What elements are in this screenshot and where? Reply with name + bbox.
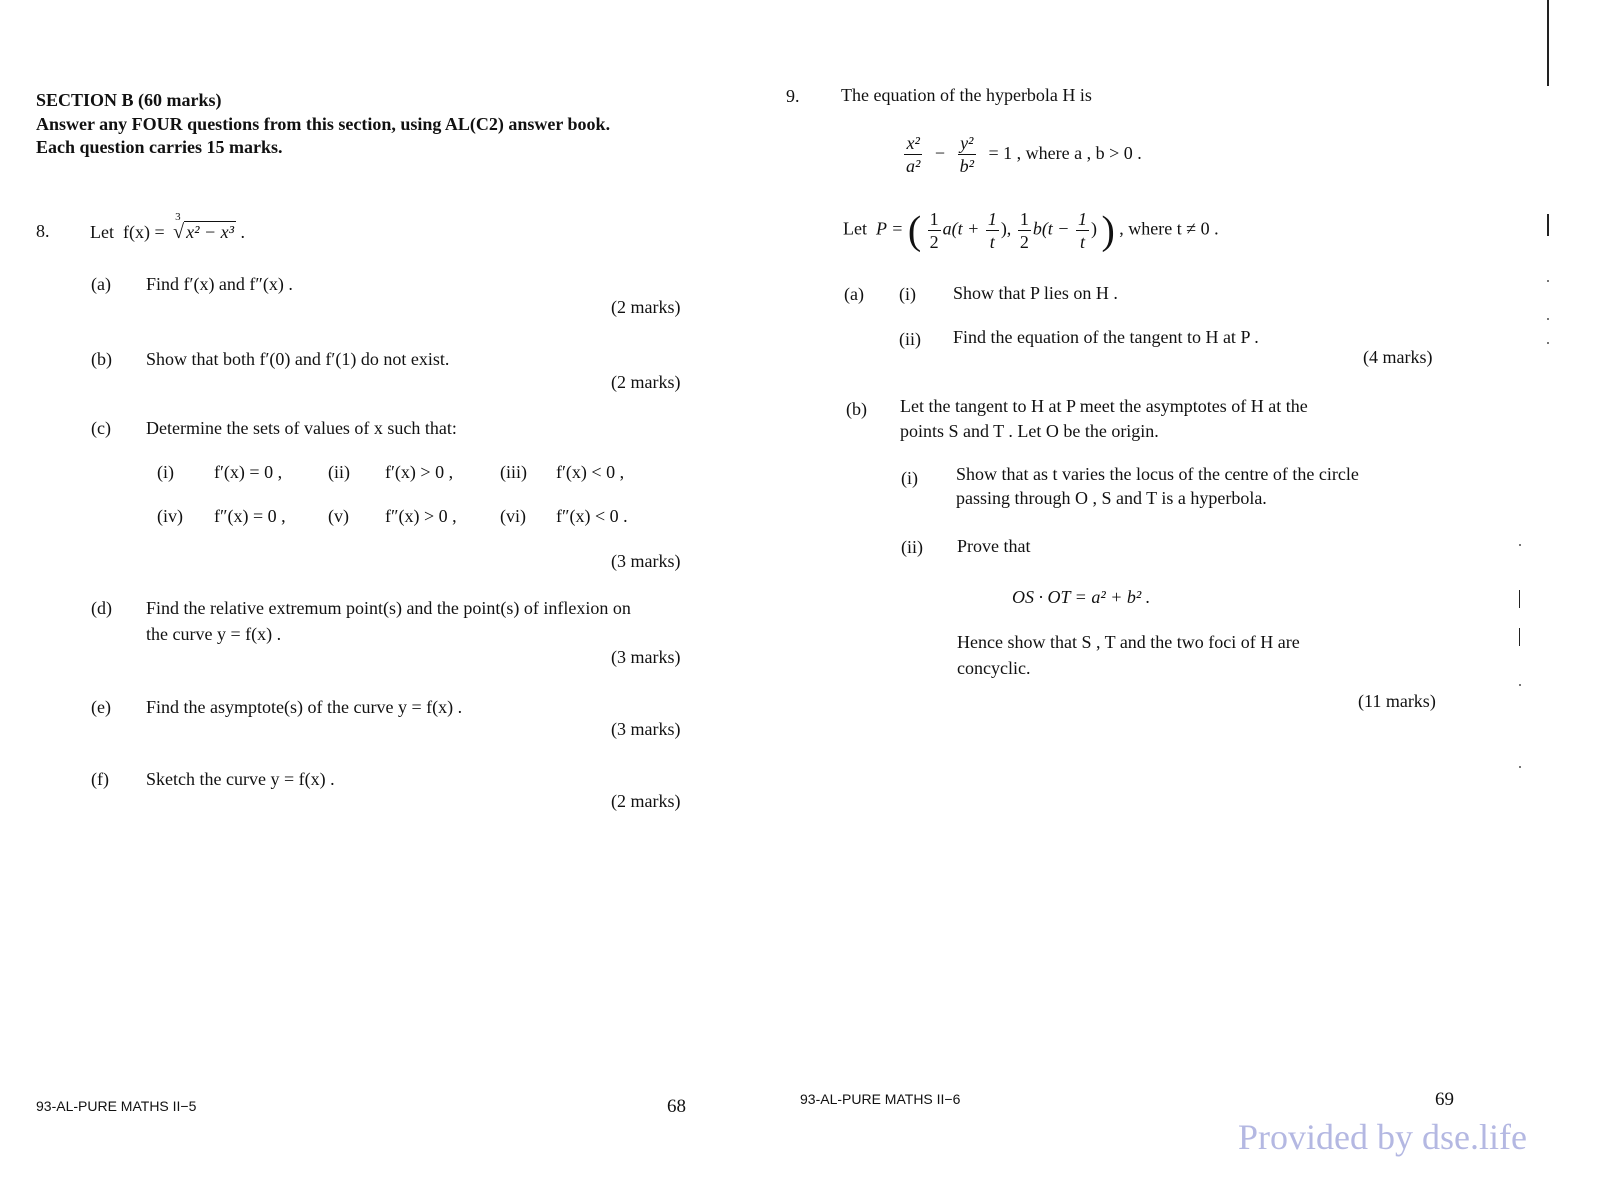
right-page bbox=[786, 0, 1621, 1200]
c-item-expr: f′(x) < 0 , bbox=[556, 462, 625, 482]
c-item-expr: f″(x) = 0 , bbox=[214, 506, 286, 526]
right-paren-icon: ) bbox=[1101, 207, 1115, 253]
scan-speck bbox=[1547, 342, 1549, 344]
page-number: 68 bbox=[667, 1096, 686, 1117]
question-number: 8. bbox=[36, 221, 50, 241]
instruction-line-1: Answer any FOUR questions from this section, using AL(C2) answer book. bbox=[36, 114, 611, 134]
c-item-label: (i) bbox=[157, 462, 174, 482]
part-f-marks: (2 marks) bbox=[611, 791, 681, 811]
part-d-text-line-2: the curve y = f(x) . bbox=[146, 624, 282, 644]
part-a-i-label: (i) bbox=[899, 284, 916, 304]
fraction-y: $\frac{\text{y²}}{\text{b²}}$ bbox=[959, 133, 974, 176]
part-b-label: (b) bbox=[846, 399, 867, 419]
part-b-ii-label: (ii) bbox=[901, 537, 923, 557]
left-paren-icon: ( bbox=[907, 207, 922, 253]
part-b-marks: (11 marks) bbox=[1358, 691, 1436, 711]
root-index: 3 bbox=[175, 211, 181, 223]
binding-edge-line bbox=[1547, 214, 1549, 236]
q8-stem bbox=[90, 211, 246, 244]
part-b-i-label: (i) bbox=[901, 468, 918, 488]
part-b-marks: (2 marks) bbox=[611, 372, 681, 392]
part-b-i-text-line-1: Show that as t varies the locus of the centre of the circle bbox=[956, 464, 1359, 484]
part-a-label: (a) bbox=[91, 274, 111, 294]
part-e-text: Find the asymptote(s) of the curve y = f(x) . bbox=[146, 697, 463, 717]
c-item-label: (ii) bbox=[328, 462, 350, 482]
part-a-ii-text: Find the equation of the tangent to H at P . bbox=[953, 327, 1259, 347]
fraction-half: $\frac{1}{2}$ bbox=[1019, 209, 1029, 252]
stem-end: . bbox=[240, 222, 246, 242]
question-number: 9. bbox=[786, 86, 800, 106]
part-a-ii-label: (ii) bbox=[899, 329, 921, 349]
part-a-marks: (4 marks) bbox=[1363, 347, 1433, 367]
c-item-expr: f″(x) < 0 . bbox=[556, 506, 628, 526]
part-b-text-line-1: Let the tangent to H at P meet the asymptotes of H at the bbox=[900, 396, 1308, 416]
part-e-label: (e) bbox=[91, 697, 111, 717]
part-b-ii-text: Prove that bbox=[957, 536, 1031, 556]
part-c-marks: (3 marks) bbox=[611, 551, 681, 571]
c-item-expr: f′(x) > 0 , bbox=[385, 462, 454, 482]
instruction-line-2: Each question carries 15 marks. bbox=[36, 137, 283, 157]
watermark: Provided by dse.life bbox=[1238, 1117, 1527, 1157]
fraction-one-over-t: $\frac{1}{t}$ bbox=[987, 209, 997, 252]
c-item-label: (iii) bbox=[500, 462, 527, 482]
left-page bbox=[0, 0, 810, 1200]
binding-edge-line bbox=[1519, 590, 1520, 608]
scan-speck bbox=[1519, 684, 1521, 686]
hence-line-2: concyclic. bbox=[957, 658, 1031, 678]
part-c-text: Determine the sets of values of x such that: bbox=[146, 418, 457, 438]
c-item-label: (vi) bbox=[500, 506, 526, 526]
part-a-i-text: Show that P lies on H . bbox=[953, 283, 1118, 303]
hyperbola-equation: $\frac{\text{x²}}{\text{a²}}$ − $\frac{\text{y²}}{\text{b²}}$ = 1 , where a , b > 0 . bbox=[906, 133, 1142, 176]
part-f-text: Sketch the curve y = f(x) . bbox=[146, 769, 335, 789]
part-b-text-line-2: points S and T . Let O be the origin. bbox=[900, 421, 1159, 441]
section-title: SECTION B (60 marks) bbox=[36, 90, 222, 110]
part-e-marks: (3 marks) bbox=[611, 719, 681, 739]
part-b-i-text-line-2: passing through O , S and T is a hyperbola. bbox=[956, 488, 1267, 508]
part-f-label: (f) bbox=[91, 769, 109, 789]
part-d-marks: (3 marks) bbox=[611, 647, 681, 667]
c-item-label: (iv) bbox=[157, 506, 183, 526]
radicand: x² − x³ bbox=[186, 222, 235, 242]
part-c-label: (c) bbox=[91, 418, 111, 438]
fraction-half: $\frac{1}{2}$ bbox=[929, 209, 939, 252]
footer-code: 93-AL-PURE MATHS II−5 bbox=[36, 1098, 197, 1114]
function-lhs: f(x) = bbox=[123, 222, 165, 242]
c-item-expr: f′(x) = 0 , bbox=[214, 462, 283, 482]
part-d-label: (d) bbox=[91, 598, 112, 618]
c-item-expr: f″(x) > 0 , bbox=[385, 506, 457, 526]
binding-edge-line bbox=[1547, 0, 1549, 86]
part-d-text-line-1: Find the relative extremum point(s) and the point(s) of inflexion on bbox=[146, 598, 631, 618]
part-a-label: (a) bbox=[844, 284, 864, 304]
c-item-label: (v) bbox=[328, 506, 349, 526]
binding-edge-line bbox=[1519, 628, 1520, 646]
cube-root bbox=[173, 211, 236, 244]
equation-rest: = 1 , where a , b > 0 . bbox=[988, 142, 1142, 163]
q9-intro: The equation of the hyperbola H is bbox=[841, 85, 1092, 105]
point-p-definition: Let P = ( $\frac{1}{2}$ a(t + $\frac{1}{t}$ ), $\frac{1}{2}$ b(t − $\frac{1}{t}$ ) ) , where t ≠ 0 . bbox=[843, 207, 1219, 253]
part-b-label: (b) bbox=[91, 349, 112, 369]
scan-speck bbox=[1547, 318, 1549, 320]
let-word: Let bbox=[90, 222, 114, 242]
part-a-marks: (2 marks) bbox=[611, 297, 681, 317]
fraction-x: $\frac{\text{x²}}{\text{a²}}$ bbox=[906, 133, 921, 176]
scan-speck bbox=[1547, 280, 1549, 282]
footer-code: 93-AL-PURE MATHS II−6 bbox=[800, 1091, 961, 1107]
product-equation: OS · OT = a² + b² . bbox=[1012, 587, 1151, 607]
part-a-text: Find f′(x) and f″(x) . bbox=[146, 274, 293, 294]
scan-speck bbox=[1519, 544, 1521, 546]
scan-speck bbox=[1519, 766, 1521, 768]
part-b-text: Show that both f′(0) and f′(1) do not exist. bbox=[146, 349, 450, 369]
hence-line-1: Hence show that S , T and the two foci of H are bbox=[957, 632, 1300, 652]
radical-sign-icon: √ bbox=[173, 221, 185, 243]
page-number: 69 bbox=[1435, 1089, 1454, 1110]
fraction-one-over-t: $\frac{1}{t}$ bbox=[1077, 209, 1087, 252]
